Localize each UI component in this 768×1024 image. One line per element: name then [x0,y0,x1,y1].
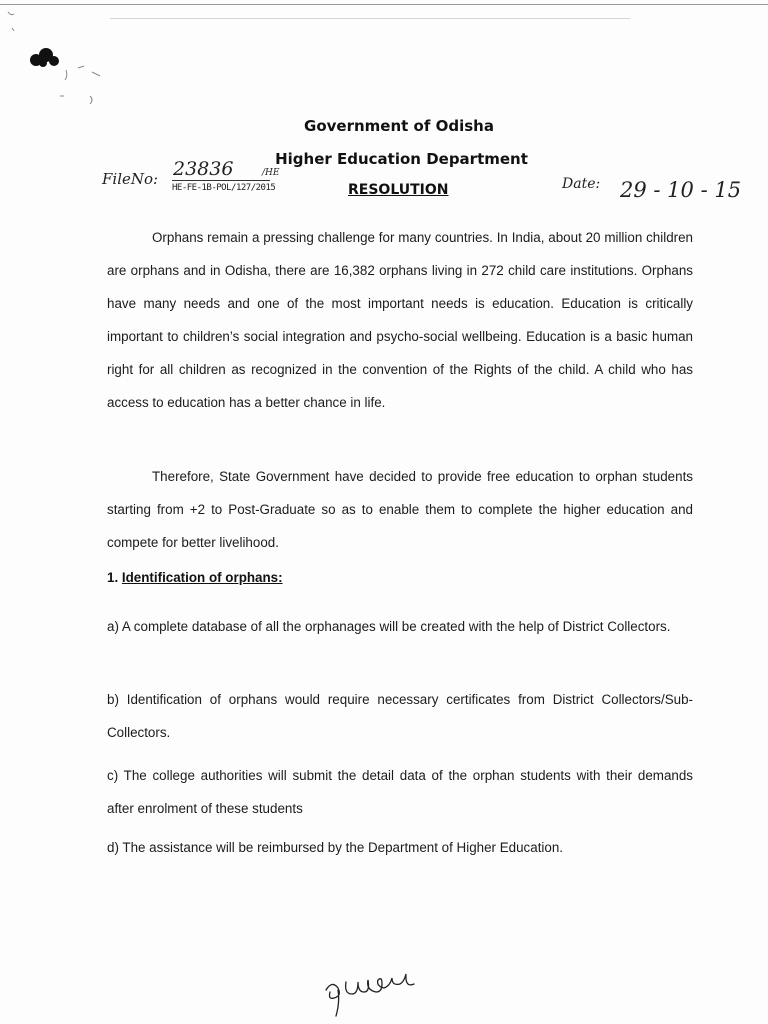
date-value: 29 - 10 - 15 [620,178,742,202]
signature [318,968,428,1020]
paragraph-decision: Therefore, State Government have decided to provide free education to orphan students starting from +2 to Post-Graduate so as to enable them to complete the higher education and compete for better livelihood. [107,469,693,550]
paragraph-intro: Orphans remain a pressing challenge for many countries. In India, about 20 million children are orphans and in Odisha, there are 16,382 orphans living in 272 child care institutions. Orphans have many needs and one of the most important needs is education. Education is critically important to children’s social integration and psycho-social wellbeing. Education is a basic human right for all children as recognized in the convention of the Rights of the child. A child who has access to education has a better chance in life. [107,230,693,410]
list-item: d) The assistance will be reimbursed by the Department of Higher Education. [107,840,564,855]
file-number-suffix: /HE [262,168,280,178]
file-reference: HE-FE-1B-POL/127/2015 [172,183,276,193]
file-number-value: 23836 [173,158,234,180]
scan-ink-marks [0,0,140,110]
scan-faint-line [110,18,630,19]
list-item: b) Identification of orphans would require necessary certificates from District Collectors/Sub-Collectors. [107,692,693,740]
section-number: 1. [107,570,119,585]
resolution-title: RESOLUTION [348,182,449,198]
list-item: a) A complete database of all the orphanages will be created with the help of District Collectors. [107,619,671,634]
section-title: Identification of orphans: [121,570,283,585]
government-title: Government of Odisha [304,117,494,135]
list-item: c) The college authorities will submit the detail data of the orphan students with their demands after enrolment of these students [107,768,693,816]
file-number-underline [172,180,270,181]
section-heading [107,570,283,585]
date-label: Date: [562,176,601,192]
file-number-label: FileNo: [102,170,159,188]
department-title: Higher Education Department [275,150,528,168]
ink-blot-icon [30,48,59,67]
